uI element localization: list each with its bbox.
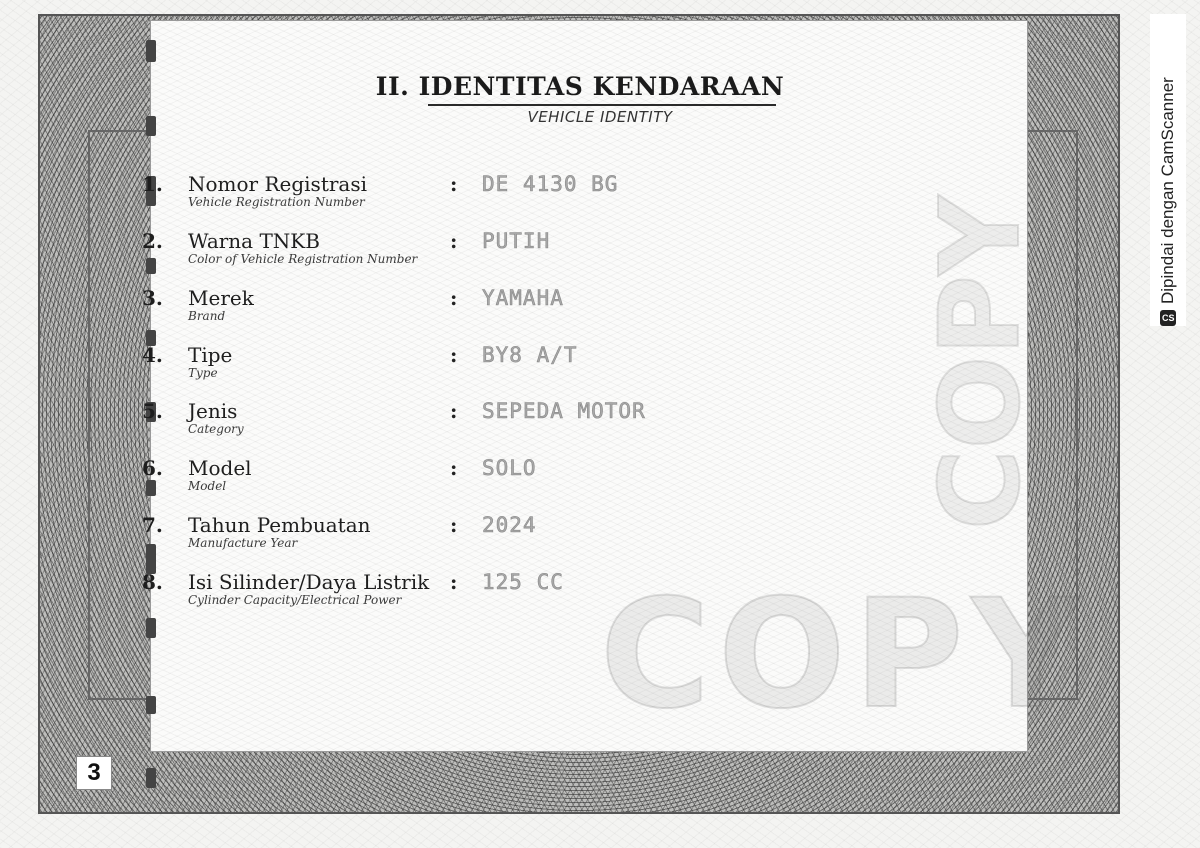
field-value: SEPEDA MOTOR bbox=[482, 399, 646, 423]
field-value: PUTIH bbox=[482, 229, 551, 253]
field-sublabel: Manufacture Year bbox=[188, 536, 298, 550]
field-type bbox=[142, 343, 702, 393]
field-brand bbox=[142, 286, 702, 336]
field-colon: : bbox=[450, 286, 458, 310]
punch-mark bbox=[146, 116, 156, 136]
field-number: 3. bbox=[142, 286, 163, 310]
field-label: Tahun Pembuatan bbox=[188, 513, 371, 537]
field-value: BY8 A/T bbox=[482, 343, 578, 367]
field-model bbox=[142, 456, 702, 506]
field-label: Warna TNKB bbox=[188, 229, 320, 253]
punch-mark bbox=[146, 618, 156, 638]
field-label: Merek bbox=[188, 286, 254, 310]
camscanner-icon: CS bbox=[1160, 310, 1176, 326]
field-number: 6. bbox=[142, 456, 163, 480]
field-label: Jenis bbox=[188, 399, 238, 423]
field-value: SOLO bbox=[482, 456, 537, 480]
field-number: 8. bbox=[142, 570, 163, 594]
field-sublabel: Vehicle Registration Number bbox=[188, 195, 365, 209]
field-label: Nomor Registrasi bbox=[188, 172, 368, 196]
field-value: 125 CC bbox=[482, 570, 564, 594]
copy-watermark-vertical: COPY bbox=[916, 195, 1044, 530]
scanner-tag-content bbox=[1154, 36, 1182, 326]
field-colon: : bbox=[450, 172, 458, 196]
punch-mark bbox=[146, 768, 156, 788]
page-subtitle: VEHICLE IDENTITY bbox=[527, 108, 673, 126]
scanner-tag-text: Dipindai dengan CamScanner bbox=[1158, 77, 1177, 304]
field-number: 1. bbox=[142, 172, 163, 196]
field-number: 7. bbox=[142, 513, 163, 537]
field-label: Tipe bbox=[188, 343, 233, 367]
field-sublabel: Cylinder Capacity/Electrical Power bbox=[188, 593, 402, 607]
field-colon: : bbox=[450, 229, 458, 253]
field-colon: : bbox=[450, 343, 458, 367]
field-colon: : bbox=[450, 399, 458, 423]
field-registration-number bbox=[142, 172, 702, 222]
field-sublabel: Color of Vehicle Registration Number bbox=[188, 252, 418, 266]
field-sublabel: Category bbox=[188, 422, 244, 436]
field-number: 5. bbox=[142, 399, 163, 423]
copy-watermark: COPY bbox=[600, 568, 1089, 742]
title-underline bbox=[428, 104, 776, 106]
field-label: Isi Silinder/Daya Listrik bbox=[188, 570, 430, 594]
field-value: YAMAHA bbox=[482, 286, 564, 310]
page-title: II. IDENTITAS KENDARAAN bbox=[375, 72, 785, 101]
punch-mark bbox=[146, 696, 156, 714]
field-colon: : bbox=[450, 513, 458, 537]
field-sublabel: Brand bbox=[188, 309, 226, 323]
field-number: 4. bbox=[142, 343, 163, 367]
field-value: 2024 bbox=[482, 513, 537, 537]
field-colon: : bbox=[450, 456, 458, 480]
field-sublabel: Model bbox=[188, 479, 227, 493]
field-colon: : bbox=[450, 570, 458, 594]
field-label: Model bbox=[188, 456, 252, 480]
field-number: 2. bbox=[142, 229, 163, 253]
field-cylinder-capacity bbox=[142, 570, 702, 620]
field-manufacture-year bbox=[142, 513, 702, 563]
field-sublabel: Type bbox=[188, 366, 218, 380]
field-category bbox=[142, 399, 702, 449]
page-number: 3 bbox=[76, 756, 112, 790]
field-plate-color bbox=[142, 229, 702, 279]
field-value: DE 4130 BG bbox=[482, 172, 619, 196]
punch-mark bbox=[146, 40, 156, 62]
